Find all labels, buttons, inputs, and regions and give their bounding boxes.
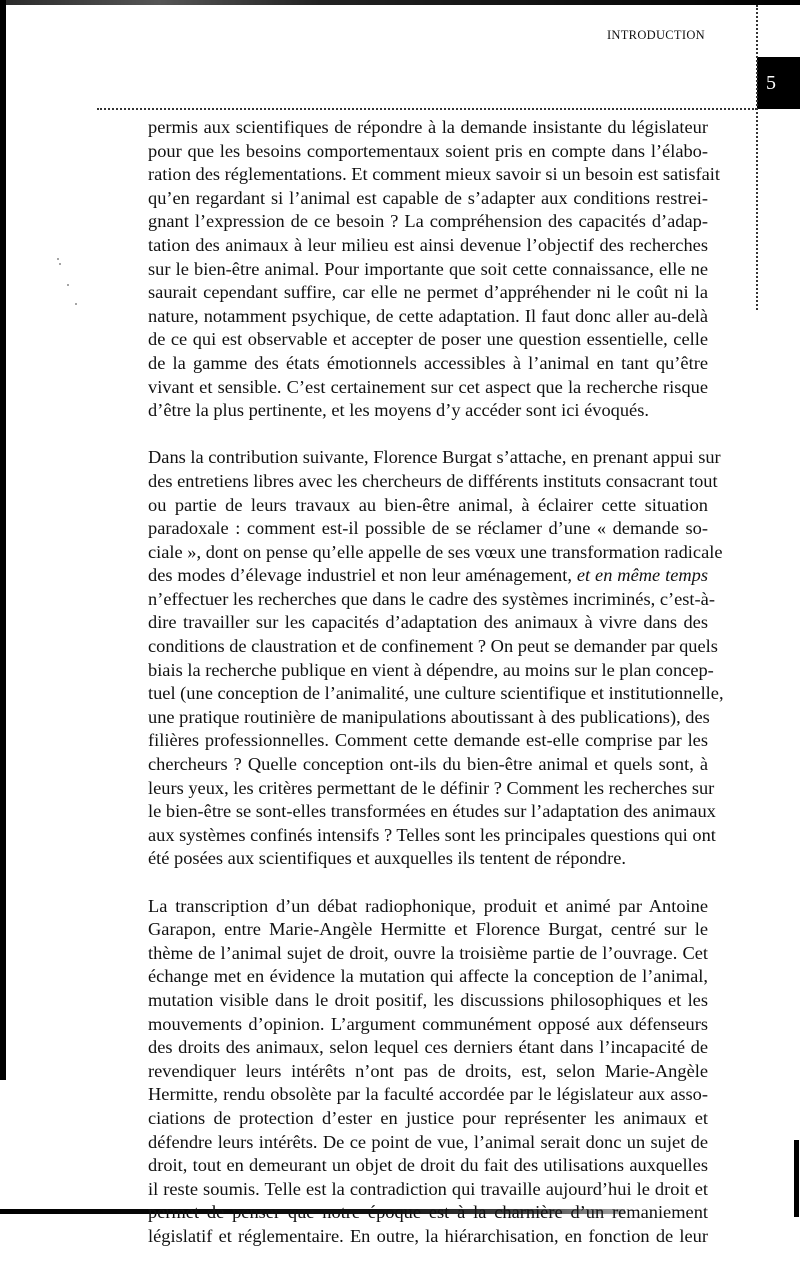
text-line: ou partie de leurs travaux au bien-être animal, à éclairer cette situation (148, 494, 708, 515)
text-line: ration des réglementations. Et comment mieux savoir si un besoin est satisfait (148, 164, 721, 185)
text-line: thème de l’animal sujet de droit, ouvre la troisième partie de l’ouvrage. Cet (148, 942, 708, 963)
text-line: aux systèmes confinés intensifs ? Telles sont les principales questions qui ont (148, 824, 716, 845)
text-line: chercheurs ? Quelle conception ont-ils du bien-être animal et quels sont, à (148, 754, 708, 775)
text-line: Garapon, entre Marie-Angèle Hermitte et Florence Burgat, centré sur le (148, 919, 708, 940)
text-line: des droits des animaux, selon lequel ces derniers étant dans l’incapacité de (148, 1037, 708, 1058)
text-line: pour que les besoins comportementaux soient pris en compte dans l’élabo- (148, 140, 708, 161)
text-line: d’être la plus pertinente, et les moyens d’y accéder sont ici évoqués. (148, 400, 649, 421)
text-line: droit, tout en demeurant un objet de droit du fait des utilisations auxquelles (148, 1155, 708, 1176)
text-line: sur le bien-être animal. Pour importante que soit cette connaissance, elle ne (148, 258, 708, 279)
text-line: tation des animaux à leur milieu est ainsi devenue l’objectif des recherches (148, 234, 708, 255)
text-line: tuel (une conception de l’animalité, une culture scientifique et institutionnelle, (148, 683, 724, 704)
text-line: qu’en regardant si l’animal est capable de s’adapter aux conditions restrei- (148, 187, 708, 208)
text-line: revendiquer leurs intérêts n’ont pas de droits, est, selon Marie-Angèle (148, 1060, 708, 1081)
text-line: filières professionnelles. Comment cette demande est-elle comprise par les (148, 730, 708, 751)
text-line: échange met en évidence la mutation qui affecte la conception de l’animal, (148, 966, 708, 987)
paragraph-1 (148, 116, 721, 423)
paragraph-3 (148, 895, 708, 1249)
text-line: permet de penser que notre époque est à la charnière d’un remaniement (148, 1202, 708, 1223)
text-line: mouvements d’opinion. L’argument communément opposé aux défenseurs (148, 1013, 708, 1034)
paragraph-2 (148, 446, 724, 871)
page-number-tab (757, 57, 800, 109)
text-line: nature, notamment psychique, de cette adaptation. Il faut donc aller au-delà (148, 305, 708, 326)
text-line: mutation visible dans le droit positif, les discussions philosophiques et les (148, 989, 708, 1010)
text-line: vivant et sensible. C’est certainement sur cet aspect que la recherche risque (148, 376, 708, 397)
text-line: ciations de protection d’ester en justice pour représenter les animaux et (148, 1107, 708, 1128)
scan-left-edge (0, 0, 6, 1080)
text-line: de la gamme des états émotionnels accessibles à l’animal en tant qu’être (148, 352, 708, 373)
text-line: saurait cependant suffire, car elle ne permet d’appréhender ni le coût ni la (148, 282, 708, 303)
page-number: 5 (766, 71, 776, 94)
text-line-with-emphasis (148, 564, 708, 588)
text-line: une pratique routinière de manipulations aboutissant à des publications), des (148, 706, 710, 727)
scan-specks (55, 258, 80, 308)
text-line: biais la recherche publique en vient à dépendre, au moins sur le plan concep- (148, 659, 714, 680)
margin-dotted-rule (756, 5, 758, 310)
text-line: de ce qui est observable et accepter de poser une question essentielle, celle (148, 329, 708, 350)
text-line: Dans la contribution suivante, Florence Burgat s’attache, en prenant appui sur (148, 447, 721, 468)
text-line: permis aux scientifiques de répondre à la demande insistante du législateur (148, 117, 708, 137)
text-line: leurs yeux, les critères permettant de le définir ? Comment les recherches sur (148, 777, 715, 798)
text-line: La transcription d’un débat radiophonique, produit et animé par Antoine (148, 895, 708, 916)
text-line: conditions de claustration et de confinement ? On peut se demander par quels (148, 636, 718, 657)
text-line: dire travailler sur les capacités d’adaptation des animaux à vivre dans des (148, 612, 708, 633)
scan-top-edge (0, 0, 800, 5)
emphasis: et en même temps (576, 565, 708, 586)
text-fragment: des modes d’élevage industriel et non leur aménagement, (148, 565, 572, 586)
text-line: n’effectuer les recherches que dans le cadre des systèmes incriminés, c’est-à- (148, 588, 715, 609)
running-head: INTRODUCTION (606, 28, 705, 42)
text-line: paradoxale : comment est-il possible de se réclamer d’une « demande so- (148, 518, 708, 539)
text-line: gnant l’expression de ce besoin ? La compréhension des capacités d’adap- (148, 211, 708, 232)
text-line: le bien-être se sont-elles transformées en études sur l’adaptation des animaux (148, 801, 716, 822)
header-dotted-rule (97, 108, 757, 110)
text-line: des entretiens libres avec les chercheurs de différents instituts consacrant tout (148, 470, 718, 491)
body-text (148, 116, 724, 1272)
text-line: ciale », dont on pense qu’elle appelle de ses vœux une transformation radicale (148, 541, 723, 562)
text-line: défendre leurs intérêts. De ce point de vue, l’animal serait donc un sujet de (148, 1131, 708, 1152)
scan-right-edge (794, 1140, 799, 1217)
text-line: il reste soumis. Telle est la contradiction qui travaille aujourd’hui le droit et (148, 1178, 708, 1199)
text-line: été posées aux scientifiques et auxquelles ils tentent de répondre. (148, 848, 626, 869)
text-line: législatif et réglementaire. En outre, la hiérarchisation, en fonction de leur (148, 1225, 708, 1246)
text-line: Hermitte, rendu obsolète par la faculté accordée par le législateur aux asso- (148, 1084, 708, 1105)
